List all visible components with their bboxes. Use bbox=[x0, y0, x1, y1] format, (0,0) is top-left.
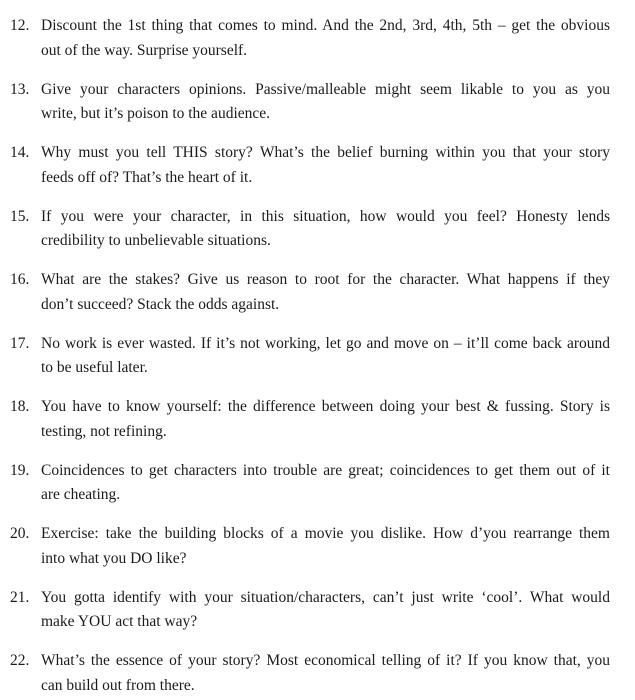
item-line-1: What are the stakes? Give us reason to root for the character. What happens if they bbox=[41, 271, 610, 288]
item-number: 13. bbox=[10, 80, 30, 98]
item-text bbox=[41, 141, 610, 190]
item-text bbox=[41, 395, 610, 444]
item-number: 12. bbox=[10, 17, 30, 34]
list-item bbox=[10, 268, 610, 317]
item-line-1: Why must you tell THIS story? What’s the belief burning within you that your story bbox=[41, 144, 610, 161]
item-line-2: can build out from there. bbox=[41, 676, 195, 694]
list-item bbox=[10, 586, 610, 635]
item-number: 21. bbox=[10, 588, 30, 606]
item-number: 15. bbox=[10, 207, 30, 225]
item-line-2: don’t succeed? Stack the odds against. bbox=[41, 295, 280, 313]
item-line-1: No work is ever wasted. If it’s not working, let go and move on – it’ll come back around bbox=[41, 334, 610, 352]
item-text bbox=[41, 649, 610, 698]
item-line-1: Coincidences to get characters into trouble are great; coincidences to get them out of it bbox=[41, 461, 610, 479]
list-item bbox=[10, 205, 610, 254]
item-line-2: write, but it’s poison to the audience. bbox=[41, 105, 271, 122]
item-number: 16. bbox=[10, 271, 30, 288]
item-line-2: are cheating. bbox=[41, 486, 121, 503]
item-line-1: Give your characters opinions. Passive/malleable might seem likable to you as you bbox=[41, 80, 610, 98]
list-item bbox=[10, 141, 610, 190]
item-text bbox=[41, 586, 610, 635]
item-line-1: If you were your character, in this situation, how would you feel? Honesty lends bbox=[41, 207, 610, 225]
item-line-2: into what you DO like? bbox=[41, 549, 187, 567]
item-number: 18. bbox=[10, 398, 30, 415]
item-text bbox=[41, 459, 610, 508]
item-line-2: out of the way. Surprise yourself. bbox=[41, 41, 248, 59]
list-item bbox=[10, 649, 610, 698]
item-text bbox=[41, 14, 610, 63]
item-number: 19. bbox=[10, 461, 30, 479]
list-item bbox=[10, 459, 610, 508]
item-number: 22. bbox=[10, 652, 30, 669]
list-item bbox=[10, 395, 610, 444]
item-line-2: credibility to unbelievable situations. bbox=[41, 232, 271, 249]
item-text bbox=[41, 268, 610, 317]
item-number: 20. bbox=[10, 525, 30, 542]
item-line-2: to be useful later. bbox=[41, 359, 148, 376]
list-item bbox=[10, 14, 610, 63]
item-number: 14. bbox=[10, 144, 30, 161]
item-line-1: You have to know yourself: the difference between doing your best & fussing. Story is bbox=[41, 398, 610, 415]
item-number: 17. bbox=[10, 334, 30, 352]
item-line-1: You gotta identify with your situation/characters, can’t just write ‘cool’. What would bbox=[41, 588, 610, 606]
item-line-1: Exercise: take the building blocks of a movie you dislike. How d’you rearrange them bbox=[41, 525, 610, 542]
item-line-1: What’s the essence of your story? Most economical telling of it? If you know that, you bbox=[41, 652, 610, 669]
item-line-2: testing, not refining. bbox=[41, 422, 167, 440]
item-line-2: feeds off of? That’s the heart of it. bbox=[41, 168, 253, 186]
item-line-1: Discount the 1st thing that comes to mind. And the 2nd, 3rd, 4th, 5th – get the obvious bbox=[41, 17, 610, 34]
item-text bbox=[41, 78, 610, 127]
item-text bbox=[41, 332, 610, 381]
list-item bbox=[10, 78, 610, 127]
list-item bbox=[10, 522, 610, 571]
item-line-2: make YOU act that way? bbox=[41, 613, 198, 630]
item-text bbox=[41, 522, 610, 571]
item-text bbox=[41, 205, 610, 254]
list-item bbox=[10, 332, 610, 381]
